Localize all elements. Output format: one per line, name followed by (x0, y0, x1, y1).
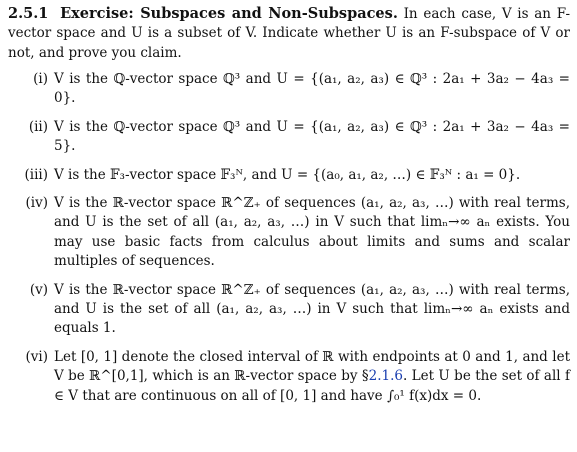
item-label: (ii) (28, 118, 48, 135)
item-text: V is the ℝ-vector space ℝ^ℤ₊ of sequences (a₁, a₂, a₃, …) with real terms, and U is the set of all (a₁, a₂, a₃, …) in V such that limₙ→∞ aₙ exists and equals 1. (54, 281, 570, 337)
exercise-item-v (8, 281, 570, 339)
item-text: V is the ℚ-vector space ℚ³ and U = {(a₁, a₂, a₃) ∈ ℚ³ : 2a₁ + 3a₂ − 4a₃ = 0}. (54, 71, 570, 107)
item-text: V is the 𝔽₃-vector space 𝔽₃ᴺ, and U = {(a₀, a₁, a₂, …) ∈ 𝔽₃ᴺ : a₁ = 0}. (54, 166, 521, 183)
item-label: (i) (33, 71, 48, 87)
exercise-item-iii (8, 166, 570, 185)
section-number: 2.5.1 (8, 5, 49, 22)
section-intro-text: In each case, V is an F-vector space and U is a subset of V. Indicate whether U is an F-subspace of V or not, and prove you claim. (8, 6, 571, 61)
exercise-item-ii (8, 118, 570, 157)
item-label: (iv) (25, 195, 48, 212)
section-title: Exercise: Subspaces and Non-Subspaces. (60, 5, 398, 22)
item-label: (iii) (24, 166, 48, 183)
item-label: (vi) (25, 348, 48, 365)
item-text: V is the ℚ-vector space ℚ³ and U = {(a₁, a₂, a₃) ∈ ℚ³ : 2a₁ + 3a₂ − 4a₃ = 5}. (54, 118, 570, 155)
item-text-after-ref: . Let U be the set of all f ∈ V that are continuous on all of [0, 1] and have ∫₀¹ f(x)dx = 0. (54, 368, 570, 404)
item-label: (v) (29, 281, 48, 298)
item-text: V is the ℝ-vector space ℝ^ℤ₊ of sequences (a₁, a₂, a₃, …) with real terms, and U is the set of all (a₁, a₂, a₃, …) in V such that limₙ→∞ aₙ exists. You may use basic facts from calculus about limits and sums and scalar multiples of sequences. (54, 195, 570, 270)
exercise-item-i (8, 70, 570, 109)
item-text-before-ref: Let [0, 1] denote the closed interval of ℝ with endpoints at 0 and 1, and let V be ℝ^[0,1], which is an ℝ-vector space by § (54, 348, 570, 385)
exercise-intro (8, 4, 570, 63)
section-reference-link[interactable]: 2.1.6 (368, 368, 403, 385)
exercise-item-iv (8, 194, 570, 272)
exercise-item-list (8, 70, 570, 406)
exercise-item-vi (8, 348, 570, 406)
